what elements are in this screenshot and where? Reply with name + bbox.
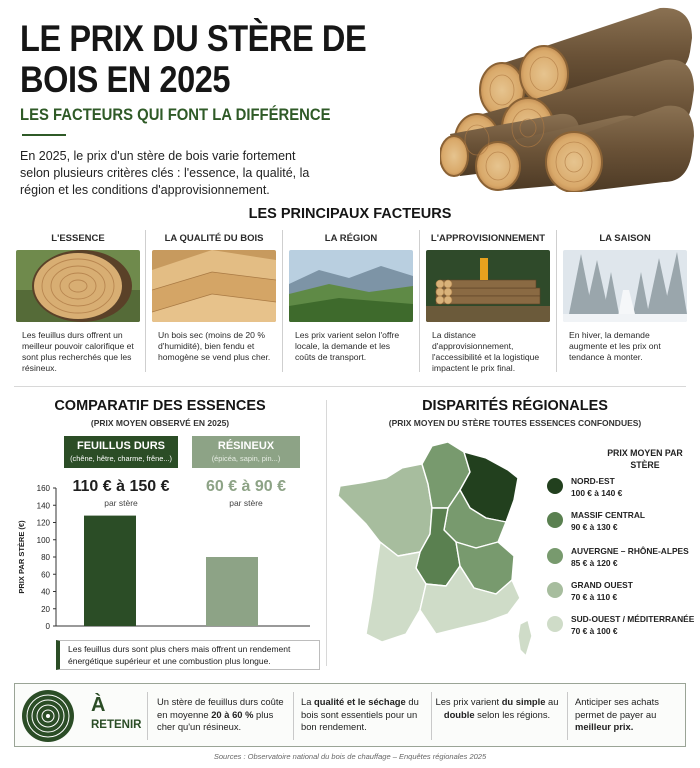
feuillus-price: 110 € à 150 € xyxy=(72,478,170,495)
factor-title: L'APPROVISIONNEMENT xyxy=(430,233,546,244)
log-pile-photo xyxy=(426,250,550,322)
section-divider-vertical xyxy=(326,400,327,666)
region-grand-ouest xyxy=(338,464,432,556)
factor-region xyxy=(287,228,415,374)
legend-name: MASSIF CENTRAL xyxy=(571,510,645,520)
retenir-point-2 xyxy=(301,696,425,734)
factor-text: Les feuillus durs offrent un meilleur pouvoir calorifique et sont plus recherchés que les résineux. xyxy=(22,330,134,373)
text: Un stère de feuillus durs coûte en moyenne xyxy=(157,696,284,720)
text-bold: 20 à 60 % xyxy=(211,708,254,720)
resineux-name: RÉSINEUX xyxy=(217,440,275,452)
legend-swatch xyxy=(547,548,563,564)
comparatif-note: Les feuillus durs sont plus chers mais offrent un rendement énergétique supérieur et une combustion plus longue. xyxy=(56,640,320,670)
y-tick-label: 60 xyxy=(41,570,50,580)
factor-title: LA QUALITÉ DU BOIS xyxy=(164,233,264,244)
bar-feuillus xyxy=(84,516,136,626)
factor-text: Les prix varient selon l'offre locale, la demande et les coûts de transport. xyxy=(295,330,400,362)
factor-text: Un bois sec (moins de 20 % d'humidité), bien fendu et homogène se vend plus cher. xyxy=(158,330,271,362)
feuillus-name: FEUILLUS DURS xyxy=(77,440,165,452)
y-tick-label: 20 xyxy=(41,604,50,614)
feuillus-desc: (chêne, hêtre, charme, frêne...) xyxy=(70,454,172,463)
retenir-big-letter: À xyxy=(91,694,106,716)
legend-name: AUVERGNE – RHÔNE-ALPES xyxy=(571,546,689,556)
retenir-box xyxy=(14,683,686,747)
legend-title: PRIX MOYEN PAR STÈRE xyxy=(607,448,683,470)
legend-range: 85 € à 120 € xyxy=(571,558,618,568)
text: au xyxy=(545,696,559,707)
subtitle-rule xyxy=(22,134,66,136)
legend-range: 70 € à 110 € xyxy=(571,592,618,602)
text-bold: meilleur prix. xyxy=(575,721,634,732)
divider xyxy=(282,230,283,372)
resineux-label-box xyxy=(192,436,300,468)
retenir-point-3 xyxy=(431,696,563,721)
factor-title: L'ESSENCE xyxy=(51,233,105,244)
resineux-desc: (épicéa, sapin, pin...) xyxy=(211,454,281,463)
feuillus-label-box xyxy=(64,436,178,468)
y-tick-label: 140 xyxy=(36,501,50,511)
factor-approvisionnement xyxy=(424,228,552,374)
retenir-point-1 xyxy=(157,696,287,734)
factor-qualite xyxy=(150,228,278,374)
divider xyxy=(419,230,420,372)
text: Anticiper ses achats permet de payer au xyxy=(575,696,659,720)
text: du bois sont essentiels pour un bon rendement. xyxy=(301,696,419,732)
legend-swatch xyxy=(547,512,563,528)
page-title: LE PRIX DU STÈRE DE BOIS EN 2025 xyxy=(20,18,367,100)
y-axis-label: PRIX PAR STÈRE (€) xyxy=(17,520,26,594)
section-divider xyxy=(14,386,686,387)
france-map xyxy=(336,438,536,668)
feuillus-per: par stère xyxy=(104,498,138,508)
legend-range: 70 € à 100 € xyxy=(571,626,618,636)
y-tick-label: 0 xyxy=(45,622,50,631)
legend-name: SUD-OUEST / MÉDITERRANÉE xyxy=(571,614,695,624)
factor-text: La distance d'approvisionnement, l'accessibilité et la logistique impactent le prix final. xyxy=(432,330,540,373)
regional-heading: DISPARITÉS RÉGIONALES xyxy=(422,398,608,414)
y-tick-label: 160 xyxy=(36,484,50,493)
factor-title: LA RÉGION xyxy=(324,233,378,244)
divider xyxy=(556,230,557,372)
intro-text: En 2025, le prix d'un stère de bois varie fortement selon plusieurs critères clés : l'essence, la qualité, la région et les conditions d'approvisionnement. xyxy=(20,149,310,197)
factors-heading: LES PRINCIPAUX FACTEURS xyxy=(248,206,452,222)
y-tick-label: 100 xyxy=(36,535,50,545)
text-bold: qualité et le séchage xyxy=(314,696,406,707)
text-bold: double xyxy=(443,708,475,720)
retenir-point-4 xyxy=(575,696,683,734)
winter-forest-photo xyxy=(563,250,687,322)
comparatif-heading: COMPARATIF DES ESSENCES xyxy=(54,398,266,414)
price-bar-chart xyxy=(14,480,314,632)
divider xyxy=(147,692,148,740)
factor-essence xyxy=(14,228,142,374)
divider xyxy=(145,230,146,372)
legend-swatch xyxy=(547,478,563,494)
text: La xyxy=(301,696,315,707)
factor-text: En hiver, la demande augmente et les prix ont tendance à monter. xyxy=(569,330,661,362)
region-sud-ouest xyxy=(366,542,426,642)
y-tick-label: 80 xyxy=(41,553,50,562)
retenir-word: RETENIR xyxy=(91,719,142,731)
wood-logs-illustration xyxy=(440,6,695,192)
resineux-price: 60 € à 90 € xyxy=(205,478,287,495)
text-bold: du simple xyxy=(501,696,546,707)
sources-footnote: Sources : Observatoire national du bois de chauffage – Enquêtes régionales 2025 xyxy=(213,752,487,761)
y-tick-label: 40 xyxy=(41,587,50,597)
bar-resineux xyxy=(206,557,258,626)
tree-rings-icon xyxy=(19,688,77,744)
y-tick-label: 120 xyxy=(36,518,50,528)
factor-saison xyxy=(561,228,689,374)
log-cross-section-photo xyxy=(16,250,140,322)
text: Les prix varient xyxy=(435,696,502,707)
region-corse xyxy=(518,620,532,656)
legend-name: NORD-EST xyxy=(571,476,615,486)
split-wood-photo xyxy=(152,250,276,322)
legend-range: 90 € à 130 € xyxy=(571,522,618,532)
legend-swatch xyxy=(547,582,563,598)
factor-title: LA SAISON xyxy=(599,233,651,244)
comparatif-subheading: (PRIX MOYEN OBSERVÉ EN 2025) xyxy=(90,418,230,428)
legend-range: 100 € à 140 € xyxy=(571,488,623,498)
divider xyxy=(293,692,294,740)
text: plus cher qu'un résineux. xyxy=(157,708,274,732)
legend-swatch xyxy=(547,616,563,632)
page-subtitle: LES FACTEURS QUI FONT LA DIFFÉRENCE xyxy=(20,106,331,124)
resineux-per: par stère xyxy=(229,498,263,508)
regional-subheading: (PRIX MOYEN DU STÈRE TOUTES ESSENCES CONFONDUES) xyxy=(388,418,642,428)
landscape-photo xyxy=(289,250,413,322)
text: selon les régions. xyxy=(474,708,551,720)
divider xyxy=(567,692,568,740)
legend-name: GRAND OUEST xyxy=(571,580,633,590)
